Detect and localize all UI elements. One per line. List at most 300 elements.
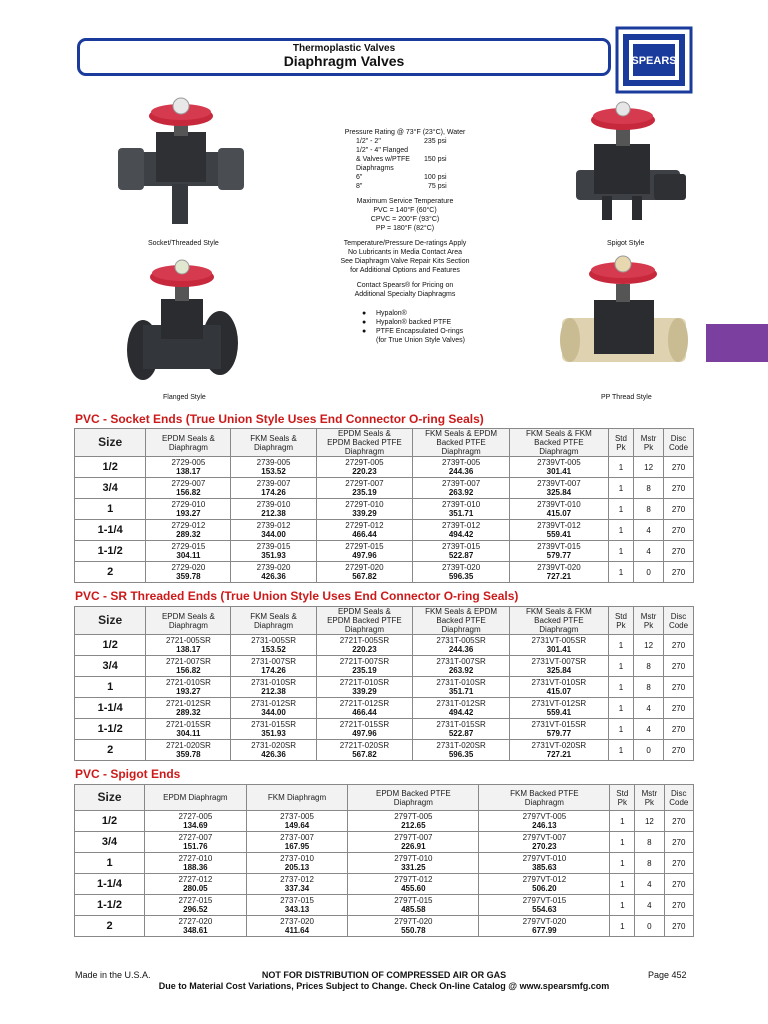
list-price: 193.27 bbox=[176, 687, 201, 696]
disc-cell: 270 bbox=[664, 853, 693, 874]
part-price-cell bbox=[146, 635, 231, 656]
part-number: 2739-007 bbox=[256, 479, 291, 488]
table-row bbox=[75, 740, 694, 761]
column-header: Disc Code bbox=[664, 785, 693, 811]
category-title: Thermoplastic Valves bbox=[292, 43, 396, 54]
part-price-cell bbox=[479, 895, 610, 916]
part-price-cell bbox=[509, 719, 608, 740]
list-price: 212.38 bbox=[261, 687, 286, 696]
list-price: 205.13 bbox=[284, 863, 310, 872]
part-price-cell bbox=[316, 541, 413, 562]
part-number: 2731-010SR bbox=[251, 678, 296, 687]
list-price: 246.13 bbox=[532, 821, 557, 830]
std-cell: 1 bbox=[608, 740, 633, 761]
list-price: 351.71 bbox=[448, 509, 474, 518]
bullet-icon: ● bbox=[362, 310, 367, 317]
part-number: 2729T-020 bbox=[345, 563, 384, 572]
part-price-cell bbox=[145, 811, 247, 832]
part-price-cell bbox=[146, 698, 231, 719]
list-price: 596.35 bbox=[448, 572, 474, 581]
rating-label: Diaphragms bbox=[356, 165, 394, 172]
part-price-cell bbox=[316, 499, 413, 520]
size-cell: 3/4 bbox=[75, 832, 145, 853]
rating-value: 150 psi bbox=[424, 156, 447, 163]
part-price-cell bbox=[509, 499, 608, 520]
std-cell: 1 bbox=[608, 457, 633, 478]
column-header: FKM Seals & FKM Backed PTFE Diaphragm bbox=[509, 429, 608, 457]
size-cell: 2 bbox=[75, 740, 146, 761]
std-cell: 1 bbox=[608, 719, 633, 740]
list-price: 359.78 bbox=[176, 572, 201, 581]
part-price-cell bbox=[348, 916, 479, 937]
part-price-cell bbox=[316, 562, 413, 583]
list-price: 567.82 bbox=[352, 750, 377, 759]
list-price: 554.63 bbox=[532, 905, 557, 914]
part-price-cell bbox=[316, 656, 413, 677]
table-row bbox=[75, 874, 694, 895]
disc-cell: 270 bbox=[664, 895, 693, 916]
std-cell: 1 bbox=[608, 562, 633, 583]
part-number: 2797VT-012 bbox=[522, 875, 567, 884]
section-title-socket: PVC - Socket Ends (True Union Style Uses End Connector O-ring Seals) bbox=[75, 412, 484, 426]
disc-cell: 270 bbox=[664, 520, 694, 541]
column-header: EPDM Seals & EPDM Backed PTFE Diaphragm bbox=[316, 607, 413, 635]
part-number: 2721T-012SR bbox=[339, 699, 390, 708]
disc-cell: 270 bbox=[664, 832, 693, 853]
list-price: 343.13 bbox=[284, 905, 310, 914]
list-price: 244.36 bbox=[448, 645, 474, 654]
column-header: Mstr Pk bbox=[634, 607, 664, 635]
part-price-cell bbox=[509, 677, 608, 698]
disc-cell: 270 bbox=[664, 562, 694, 583]
part-price-cell bbox=[413, 740, 510, 761]
list-price: 466.44 bbox=[352, 708, 377, 717]
spigot-valve-image bbox=[566, 96, 688, 232]
disc-cell: 270 bbox=[664, 874, 693, 895]
part-number: 2721T-020SR bbox=[339, 741, 390, 750]
column-header: Mstr Pk bbox=[634, 429, 664, 457]
part-price-cell bbox=[231, 635, 316, 656]
size-cell: 1-1/2 bbox=[75, 895, 145, 916]
mstr-cell: 8 bbox=[634, 656, 664, 677]
size-cell: 2 bbox=[75, 562, 146, 583]
rating-label: & Valves w/PTFE bbox=[356, 156, 410, 163]
part-number: 2737-015 bbox=[280, 896, 314, 905]
column-header: FKM Seals & EPDM Backed PTFE Diaphragm bbox=[413, 429, 510, 457]
part-price-cell bbox=[231, 457, 316, 478]
part-number: 2729-020 bbox=[171, 563, 206, 572]
socket-valve-image bbox=[116, 92, 246, 232]
part-number: 2797T-005 bbox=[394, 812, 433, 821]
size-cell: 1-1/4 bbox=[75, 698, 146, 719]
part-price-cell bbox=[348, 874, 479, 895]
std-cell: 1 bbox=[610, 874, 635, 895]
part-price-cell bbox=[231, 677, 316, 698]
column-header: FKM Seals & FKM Backed PTFE Diaphragm bbox=[509, 607, 608, 635]
list-price: 344.00 bbox=[261, 708, 286, 717]
mstr-cell: 12 bbox=[635, 811, 664, 832]
part-number: 2721T-005SR bbox=[339, 636, 390, 645]
disc-cell: 270 bbox=[664, 656, 694, 677]
list-price: 188.36 bbox=[183, 863, 208, 872]
part-number: 2731T-012SR bbox=[436, 699, 486, 708]
list-price: 304.11 bbox=[176, 729, 201, 738]
column-header: Size bbox=[75, 607, 146, 635]
list-price: 727.21 bbox=[546, 572, 572, 581]
column-header: Size bbox=[75, 429, 146, 457]
part-price-cell bbox=[316, 719, 413, 740]
list-price: 174.26 bbox=[261, 488, 286, 497]
part-price-cell bbox=[146, 677, 231, 698]
part-number: 2721-010SR bbox=[165, 678, 211, 687]
mstr-cell: 12 bbox=[634, 635, 664, 656]
table-row bbox=[75, 677, 694, 698]
part-price-cell bbox=[231, 520, 316, 541]
std-cell: 1 bbox=[608, 541, 633, 562]
mstr-cell: 8 bbox=[634, 499, 664, 520]
std-cell: 1 bbox=[608, 656, 633, 677]
size-cell: 2 bbox=[75, 916, 145, 937]
part-price-cell bbox=[246, 895, 348, 916]
part-price-cell bbox=[146, 562, 231, 583]
bullet-text: PTFE Encapsulated O-rings bbox=[376, 328, 464, 335]
part-number: 2721-020SR bbox=[165, 741, 211, 750]
list-price: 485.58 bbox=[401, 905, 426, 914]
bullet-text: Hypalon® backed PTFE bbox=[376, 319, 452, 326]
disc-cell: 270 bbox=[664, 719, 694, 740]
part-price-cell bbox=[348, 853, 479, 874]
size-cell: 1/2 bbox=[75, 457, 146, 478]
list-price: 359.78 bbox=[176, 750, 201, 759]
price-table-sr-threaded bbox=[74, 606, 694, 761]
page-number: Page 452 bbox=[648, 970, 687, 980]
part-price-cell bbox=[146, 520, 231, 541]
column-header: Std Pk bbox=[608, 607, 633, 635]
part-price-cell bbox=[479, 916, 610, 937]
part-number: 2739VT-005 bbox=[537, 458, 581, 467]
mstr-cell: 0 bbox=[635, 916, 664, 937]
list-price: 301.41 bbox=[546, 645, 572, 654]
list-price: 153.52 bbox=[261, 645, 286, 654]
column-header: Disc Code bbox=[664, 607, 694, 635]
part-number: 2727-005 bbox=[178, 812, 213, 821]
list-price: 156.82 bbox=[176, 488, 201, 497]
part-price-cell bbox=[509, 478, 608, 499]
section-tab[interactable] bbox=[706, 324, 768, 362]
std-cell: 1 bbox=[610, 895, 635, 916]
list-price: 270.23 bbox=[532, 842, 557, 851]
size-cell: 1/2 bbox=[75, 635, 146, 656]
disc-cell: 270 bbox=[664, 478, 694, 499]
table-row bbox=[75, 698, 694, 719]
part-number: 2739VT-020 bbox=[537, 563, 581, 572]
list-price: 153.52 bbox=[261, 467, 286, 476]
disc-cell: 270 bbox=[664, 499, 694, 520]
rating-label: 1/2" - 4" Flanged bbox=[356, 147, 409, 154]
column-header: FKM Seals & Diaphragm bbox=[231, 429, 316, 457]
part-number: 2727-015 bbox=[178, 896, 213, 905]
part-price-cell bbox=[479, 853, 610, 874]
socket-style-caption: Socket/Threaded Style bbox=[148, 240, 219, 247]
part-price-cell bbox=[413, 677, 510, 698]
list-price: 244.36 bbox=[448, 467, 474, 476]
disc-cell: 270 bbox=[664, 635, 694, 656]
part-price-cell bbox=[231, 656, 316, 677]
part-price-cell bbox=[231, 698, 316, 719]
part-number: 2727-012 bbox=[178, 875, 213, 884]
list-price: 193.27 bbox=[176, 509, 201, 518]
part-price-cell bbox=[146, 478, 231, 499]
part-price-cell bbox=[479, 832, 610, 853]
part-price-cell bbox=[413, 499, 510, 520]
part-price-cell bbox=[413, 656, 510, 677]
part-number: 2737-020 bbox=[280, 917, 314, 926]
list-price: 727.21 bbox=[546, 750, 572, 759]
list-price: 296.52 bbox=[183, 905, 208, 914]
part-number: 2737-010 bbox=[280, 854, 314, 863]
table-row bbox=[75, 853, 694, 874]
std-cell: 1 bbox=[610, 853, 635, 874]
table-row bbox=[75, 832, 694, 853]
price-note: Due to Material Cost Variations, Prices Subject to Change. Check On-line Catalog @ www.spearsmfg.com bbox=[158, 981, 610, 991]
made-in-label: Made in the U.S.A. bbox=[75, 970, 151, 980]
rating-label: 6" bbox=[356, 174, 363, 181]
bullet-text: Hypalon® bbox=[376, 310, 407, 317]
table-row bbox=[75, 895, 694, 916]
column-header: FKM Diaphragm bbox=[246, 785, 348, 811]
list-price: 331.25 bbox=[401, 863, 426, 872]
list-price: 494.42 bbox=[448, 708, 474, 717]
part-price-cell bbox=[479, 874, 610, 895]
mstr-cell: 4 bbox=[635, 895, 664, 916]
part-price-cell bbox=[348, 811, 479, 832]
part-number: 2731T-020SR bbox=[436, 741, 486, 750]
part-number: 2739-015 bbox=[256, 542, 291, 551]
part-number: 2797T-015 bbox=[394, 896, 433, 905]
logo-text: SPEARS bbox=[631, 55, 677, 67]
part-number: 2739VT-010 bbox=[537, 500, 581, 509]
list-price: 415.07 bbox=[546, 509, 572, 518]
flanged-valve-image bbox=[125, 255, 240, 390]
column-header: EPDM Seals & EPDM Backed PTFE Diaphragm bbox=[316, 429, 413, 457]
column-header: EPDM Diaphragm bbox=[145, 785, 247, 811]
size-cell: 1-1/4 bbox=[75, 520, 146, 541]
part-price-cell bbox=[246, 916, 348, 937]
column-header: Size bbox=[75, 785, 145, 811]
list-price: 220.23 bbox=[352, 467, 377, 476]
size-cell: 1 bbox=[75, 853, 145, 874]
part-number: 2729T-010 bbox=[345, 500, 384, 509]
size-cell: 1/2 bbox=[75, 811, 145, 832]
list-price: 235.19 bbox=[352, 488, 377, 497]
part-price-cell bbox=[146, 719, 231, 740]
part-price-cell bbox=[509, 656, 608, 677]
disc-cell: 270 bbox=[664, 677, 694, 698]
list-price: 497.96 bbox=[352, 551, 377, 560]
part-number: 2797VT-007 bbox=[522, 833, 567, 842]
mstr-cell: 0 bbox=[634, 562, 664, 583]
price-table-socket bbox=[74, 428, 694, 583]
part-number: 2731VT-012SR bbox=[531, 699, 587, 708]
list-price: 494.42 bbox=[448, 530, 474, 539]
table-row bbox=[75, 562, 694, 583]
rating-label: 8" bbox=[356, 183, 363, 190]
column-header: FKM Seals & EPDM Backed PTFE Diaphragm bbox=[413, 607, 510, 635]
mstr-cell: 4 bbox=[634, 719, 664, 740]
part-number: 2797T-007 bbox=[394, 833, 433, 842]
list-price: 351.71 bbox=[448, 687, 474, 696]
list-price: 235.19 bbox=[352, 666, 377, 675]
pp-thread-valve-image bbox=[558, 252, 690, 388]
list-price: 348.61 bbox=[183, 926, 208, 935]
list-price: 134.69 bbox=[183, 821, 208, 830]
part-number: 2729T-007 bbox=[345, 479, 384, 488]
part-number: 2729-005 bbox=[171, 458, 206, 467]
part-price-cell bbox=[509, 698, 608, 719]
part-number: 2731T-010SR bbox=[436, 678, 486, 687]
part-price-cell bbox=[145, 874, 247, 895]
part-price-cell bbox=[145, 895, 247, 916]
temp-pvc: PVC = 140°F (60°C) bbox=[373, 207, 437, 214]
part-number: 2729T-015 bbox=[345, 542, 384, 551]
list-price: 522.87 bbox=[448, 729, 474, 738]
list-price: 301.41 bbox=[546, 467, 572, 476]
list-price: 289.32 bbox=[176, 708, 201, 717]
part-number: 2797T-010 bbox=[394, 854, 433, 863]
part-number: 2737-007 bbox=[280, 833, 314, 842]
column-header: Std Pk bbox=[610, 785, 635, 811]
list-price: 596.35 bbox=[448, 750, 474, 759]
size-cell: 1-1/2 bbox=[75, 541, 146, 562]
section-title-spigot: PVC - Spigot Ends bbox=[75, 767, 181, 781]
rating-value: 100 psi bbox=[424, 174, 447, 181]
list-price: 212.65 bbox=[401, 821, 426, 830]
contact-line: Additional Specialty Diaphragms bbox=[354, 291, 456, 298]
part-price-cell bbox=[509, 457, 608, 478]
part-number: 2739T-010 bbox=[441, 500, 481, 509]
bullet-icon: ● bbox=[362, 328, 367, 335]
part-number: 2797VT-005 bbox=[522, 812, 567, 821]
list-price: 337.34 bbox=[284, 884, 310, 893]
part-number: 2739T-007 bbox=[441, 479, 481, 488]
list-price: 522.87 bbox=[448, 551, 474, 560]
list-price: 289.32 bbox=[176, 530, 201, 539]
list-price: 138.17 bbox=[176, 467, 201, 476]
part-price-cell bbox=[316, 677, 413, 698]
part-number: 2729-010 bbox=[171, 500, 206, 509]
std-cell: 1 bbox=[608, 499, 633, 520]
part-price-cell bbox=[146, 499, 231, 520]
disc-cell: 270 bbox=[664, 457, 694, 478]
list-price: 426.36 bbox=[261, 750, 286, 759]
part-number: 2721-007SR bbox=[165, 657, 211, 666]
part-price-cell bbox=[145, 853, 247, 874]
part-number: 2721T-010SR bbox=[339, 678, 390, 687]
part-price-cell bbox=[231, 562, 316, 583]
price-table-spigot bbox=[74, 784, 694, 937]
part-price-cell bbox=[146, 541, 231, 562]
part-price-cell bbox=[316, 740, 413, 761]
part-number: 2721T-007SR bbox=[339, 657, 390, 666]
part-number: 2797VT-010 bbox=[522, 854, 567, 863]
part-number: 2739-020 bbox=[256, 563, 291, 572]
std-cell: 1 bbox=[608, 698, 633, 719]
note-line: for Additional Options and Features bbox=[350, 267, 460, 274]
part-price-cell bbox=[145, 916, 247, 937]
part-number: 2729-007 bbox=[171, 479, 206, 488]
part-price-cell bbox=[413, 635, 510, 656]
std-cell: 1 bbox=[608, 635, 633, 656]
mstr-cell: 8 bbox=[635, 853, 664, 874]
list-price: 550.78 bbox=[401, 926, 426, 935]
list-price: 212.38 bbox=[261, 509, 286, 518]
part-price-cell bbox=[348, 895, 479, 916]
part-price-cell bbox=[509, 541, 608, 562]
list-price: 559.41 bbox=[546, 530, 572, 539]
part-number: 2727-010 bbox=[178, 854, 213, 863]
part-number: 2797VT-015 bbox=[522, 896, 567, 905]
part-price-cell bbox=[413, 698, 510, 719]
pp-thread-style-caption: PP Thread Style bbox=[601, 394, 652, 401]
disc-cell: 270 bbox=[664, 916, 693, 937]
part-number: 2739-010 bbox=[256, 500, 291, 509]
part-number: 2739VT-007 bbox=[537, 479, 581, 488]
part-number: 2729T-005 bbox=[345, 458, 384, 467]
page-title: Diaphragm Valves bbox=[283, 53, 405, 69]
list-price: 351.93 bbox=[261, 729, 286, 738]
part-number: 2797VT-020 bbox=[522, 917, 567, 926]
part-number: 2797T-012 bbox=[394, 875, 433, 884]
part-price-cell bbox=[316, 635, 413, 656]
part-number: 2721-015SR bbox=[165, 720, 211, 729]
part-price-cell bbox=[231, 719, 316, 740]
temp-title: Maximum Service Temperature bbox=[356, 198, 454, 205]
contact-line: Contact Spears® for Pricing on bbox=[356, 282, 454, 289]
section-title-sr-threaded: PVC - SR Threaded Ends (True Union Style Uses End Connector O-ring Seals) bbox=[75, 589, 519, 603]
list-price: 455.60 bbox=[401, 884, 426, 893]
list-price: 506.20 bbox=[532, 884, 557, 893]
list-price: 677.99 bbox=[532, 926, 557, 935]
pressure-title: Pressure Rating @ 73°F (23°C), Water bbox=[344, 129, 466, 136]
std-cell: 1 bbox=[608, 478, 633, 499]
size-cell: 1-1/2 bbox=[75, 719, 146, 740]
rating-value: 75 psi bbox=[428, 183, 447, 190]
list-price: 579.77 bbox=[546, 551, 572, 560]
part-number: 2737-012 bbox=[280, 875, 314, 884]
list-price: 167.95 bbox=[284, 842, 310, 851]
part-price-cell bbox=[231, 740, 316, 761]
part-number: 2721T-015SR bbox=[339, 720, 390, 729]
part-price-cell bbox=[413, 520, 510, 541]
table-row bbox=[75, 499, 694, 520]
list-price: 325.84 bbox=[546, 488, 572, 497]
list-price: 385.63 bbox=[532, 863, 557, 872]
part-price-cell bbox=[246, 811, 348, 832]
temp-cpvc: CPVC = 200°F (93°C) bbox=[370, 216, 440, 223]
part-number: 2731VT-015SR bbox=[531, 720, 587, 729]
mstr-cell: 12 bbox=[634, 457, 664, 478]
column-header: EPDM Backed PTFE Diaphragm bbox=[348, 785, 479, 811]
list-price: 325.84 bbox=[546, 666, 572, 675]
part-price-cell bbox=[231, 541, 316, 562]
list-price: 226.91 bbox=[401, 842, 426, 851]
part-number: 2731VT-007SR bbox=[531, 657, 587, 666]
part-number: 2729-015 bbox=[171, 542, 206, 551]
mstr-cell: 4 bbox=[634, 698, 664, 719]
part-number: 2731-007SR bbox=[251, 657, 296, 666]
table-row bbox=[75, 541, 694, 562]
note-line: Temperature/Pressure De-ratings Apply bbox=[343, 240, 467, 247]
